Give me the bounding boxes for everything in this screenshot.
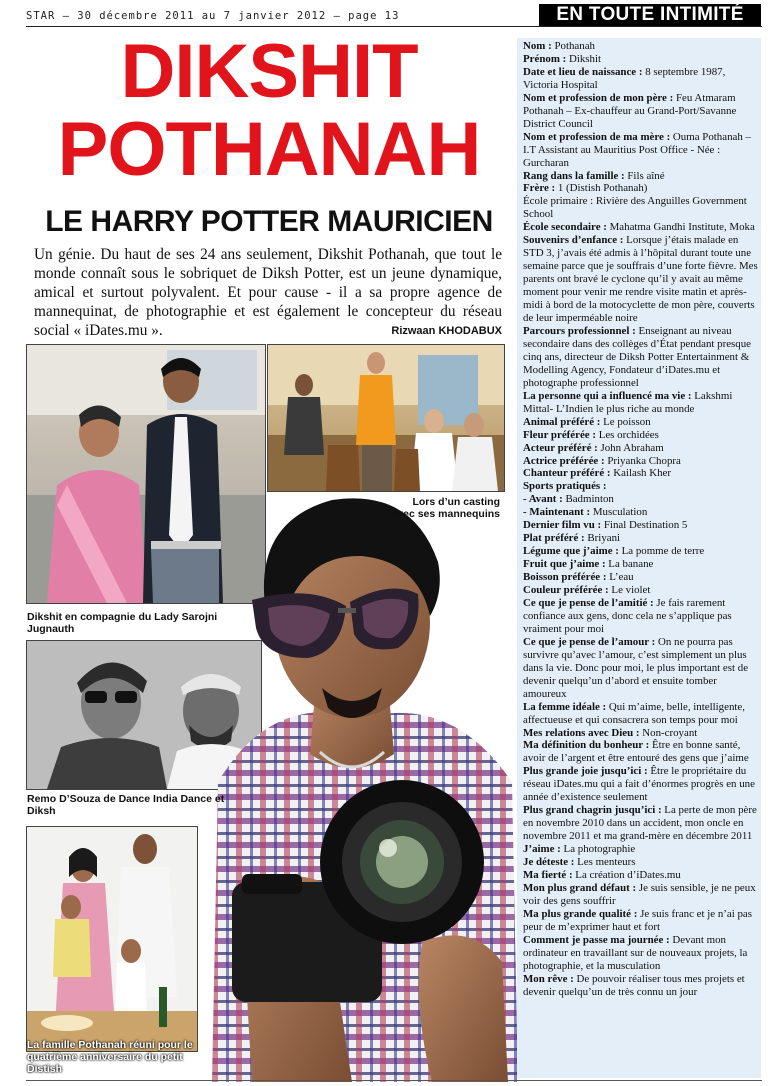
profile-fact — [523, 170, 759, 183]
profile-fact — [523, 390, 759, 416]
profile-fact — [523, 66, 759, 92]
profile-fact-label: Sports pratiqués : — [523, 480, 607, 493]
profile-fact — [523, 701, 759, 727]
profile-fact-value: Lakshmi Mittal- L’Indien le plus riche au monde — [523, 389, 733, 415]
profile-fact — [523, 40, 759, 53]
profile-fact-label: Acteur préféré : — [523, 441, 598, 454]
profile-fact-value: Je suis sensible, je ne peux voir des gens souffrir — [523, 881, 756, 907]
profile-fact-label: Plus grand chagrin jusqu’ici : — [523, 804, 662, 817]
headline-first-name: DIKSHIT — [120, 29, 418, 114]
profile-fact-value: Je suis franc et je n’ai pas peur de m’exprimer haut et fort — [523, 907, 752, 933]
profile-fact-value: 1 (Distish Pothanah) — [555, 182, 648, 195]
profile-fact-value: Les orchidées — [595, 428, 659, 441]
profile-fact-value: La pomme de terre — [618, 545, 705, 558]
profile-fact-label: Boisson préférée : — [523, 571, 607, 584]
profile-fact-value: La banane — [605, 558, 654, 571]
profile-fact-label: Chanteur préféré : — [523, 467, 611, 480]
profile-fact-label: Plus grande joie jusqu’ici : — [523, 765, 648, 778]
profile-fact — [523, 92, 759, 131]
profile-fact-value: Non-croyant — [639, 726, 698, 739]
article-author: Rizwaan KHODABUX — [391, 325, 502, 337]
profile-fact — [523, 843, 759, 856]
caption-photo-casting: Lors d’un casting avec ses mannequins — [391, 496, 500, 520]
profile-fact — [523, 506, 759, 519]
profile-fact — [523, 234, 759, 325]
profile-fact — [523, 739, 759, 765]
photo-illustration-2 — [268, 345, 504, 491]
profile-facts-list — [523, 40, 759, 999]
profile-fact — [523, 53, 759, 66]
profile-fact-value: Fils aîné — [624, 169, 665, 182]
profile-fact-label: Rang dans la famille : — [523, 169, 625, 182]
profile-fact-label: Nom et profession de mon père : — [523, 91, 674, 104]
profile-fact-value: Feu Atmaram Pothanah – Ex-chauffeur au Grand-Port/Savanne District Council — [523, 91, 737, 130]
profile-fact — [523, 455, 759, 468]
article-subtitle: LE HARRY POTTER MAURICIEN — [45, 205, 493, 238]
photo-main-portrait — [212, 482, 518, 1082]
caption-photo-remo-dsouza: Remo D’Souza de Dance India Dance et Diksh — [27, 793, 225, 817]
profile-fact-label: Date et lieu de naissance : — [523, 65, 643, 78]
profile-fact-value: Je fais rarement confiance aux gens, donc cela ne s’applique pas vraiment pour moi — [523, 596, 732, 635]
profile-fact — [523, 493, 759, 506]
profile-fact-value: Les menteurs — [574, 856, 636, 869]
profile-fact — [523, 584, 759, 597]
profile-fact-label: La femme idéale : — [523, 700, 607, 713]
article-intro: Un génie. Du haut de ses 24 ans seulement, Dikshit Pothanah, que tout le monde connaît sous le sobriquet de Diksh Potter, est un jeune dynamique, amical et surtout polyvalent. Et pour cause - il a sa propre agence de mannequinat, de photographie et est également le concepteur du réseau social « iDates.mu ». — [34, 246, 502, 339]
profile-fact-label: Nom et profession de ma mère : — [523, 130, 671, 143]
profile-fact-value: Dikshit — [566, 52, 602, 65]
profile-fact-value: Musculation — [590, 506, 648, 519]
profile-fact-label: Actrice préférée : — [523, 454, 605, 467]
profile-fact-label: Légume que j’aime : — [523, 545, 619, 558]
profile-fact — [523, 882, 759, 908]
profile-fact-value: Lorsque j’étais malade en STD 3, j’avais été admis à l’hôpital durant toute une semaine parce que je souffrais d’une forte fièvre. Mes parents ont bravé le cyclone qu’il y avait au même moment pour venir me rendre visite matin et après-midi à bord de la motocyclette de mon père, couverts de leur imperméable noire — [523, 234, 758, 325]
profile-fact — [523, 727, 759, 740]
profile-fact-label: Ce que je pense de l’amour : — [523, 635, 656, 648]
profile-fact — [523, 442, 759, 455]
profile-fact-value: 8 septembre 1987, Victoria Hospital — [523, 65, 726, 91]
profile-fact-value: La perte de mon père en novembre 2010 dans un accident, mon oncle en novembre 2011 et ma grand-mère en décembre 2011 — [523, 804, 757, 843]
profile-fact — [523, 765, 759, 804]
profile-fact-label: Parcours professionnel : — [523, 324, 636, 337]
profile-fact-label: Ma définition du bonheur : — [523, 739, 650, 752]
profile-fact-label: Fruit que j’aime : — [523, 558, 606, 571]
caption-photo-lady-jugnauth: Dikshit en compagnie du Lady Sarojni Jugnauth — [27, 611, 218, 635]
profile-fact — [523, 558, 759, 571]
profile-fact-label: Plat préféré : — [523, 532, 585, 545]
profile-fact-value: Ouma Pothanah – I.T Assistant au Mauritius Post Office - Née : Gurcharan — [523, 130, 751, 169]
profile-fact-label: Ma fierté : — [523, 869, 573, 881]
profile-fact-label: Comment je passe ma journée : — [523, 933, 670, 946]
profile-fact-value: Kailash Kher — [610, 467, 671, 480]
profile-fact-value: Enseignant au niveau secondaire dans des collèges d’État pendant presque cinq ans, directeur de Diksh Potter Entertainment & Modelling Agency, Fondateur d’iDates.mu et photographe professionnel — [523, 324, 752, 389]
profile-fact-label: Fleur préférée : — [523, 428, 596, 441]
profile-fact — [523, 934, 759, 973]
profile-fact-value: Badminton — [562, 493, 614, 506]
profile-fact-label: Frère : — [523, 182, 556, 195]
profile-fact-value: Pothanah — [551, 40, 595, 52]
profile-fact — [523, 597, 759, 636]
profile-fact — [523, 182, 759, 195]
profile-fact-label: J’aime : — [523, 843, 561, 856]
photo-illustration-4 — [27, 827, 197, 1051]
headline-last-name: POTHANAH — [57, 107, 481, 192]
profile-fact-label: Mon rêve : — [523, 972, 574, 985]
profile-fact — [523, 519, 759, 532]
profile-fact-value: L’eau — [606, 571, 634, 584]
profile-fact-label: Nom : — [523, 40, 552, 52]
footer-divider — [26, 1080, 762, 1081]
profile-fact-label: Couleur préférée : — [523, 584, 609, 597]
profile-fact-value: Mahatma Gandhi Institute, Moka — [606, 221, 755, 234]
profile-fact-label: Ma plus grande qualité : — [523, 907, 638, 920]
profile-fact-value: John Abraham — [597, 441, 664, 454]
profile-fact — [523, 416, 759, 429]
profile-fact — [523, 545, 759, 558]
profile-fact-label: La personne qui a influencé ma vie : — [523, 389, 692, 402]
profile-fact-label: Souvenirs d’enfance : — [523, 234, 624, 247]
profile-fact-value: Final Destination 5 — [601, 519, 688, 532]
profile-fact — [523, 429, 759, 442]
profile-fact-value: Qui m’aime, belle, intelligente, affectueuse et qui consacrera son temps pour moi — [523, 700, 745, 726]
profile-fact-value: Briyani — [584, 532, 621, 545]
photo-family-birthday — [26, 826, 198, 1052]
page-header-date: STAR – 30 décembre 2011 au 7 janvier 2012 – page 13 — [26, 10, 400, 22]
profile-fact — [523, 195, 759, 221]
profile-fact-label: Ce que je pense de l’amitié : — [523, 596, 654, 609]
profile-fact-label: Mes relations avec Dieu : — [523, 726, 640, 739]
profile-fact-value: La photographie — [560, 843, 636, 856]
profile-fact-value: École primaire : Rivière des Anguilles Government School — [523, 195, 747, 221]
profile-fact-value: Être en bonne santé, avoir de l’argent et être entouré des gens que j’aime — [523, 739, 749, 765]
profile-fact-value: On ne pourra pas survivre qu’avec l’amour, c’est simplement un plus dans la vie. Donc pour moi, le plus important est de devenir quelqu’un d’abord et ensuite tomber amoureux — [523, 635, 749, 700]
profile-fact — [523, 636, 759, 701]
profile-fact — [523, 325, 759, 390]
photo-illustration-main — [212, 482, 518, 1082]
profile-fact-label: Je déteste : — [523, 856, 575, 869]
photo-casting — [267, 344, 505, 492]
profile-fact-label: Animal préféré : — [523, 415, 601, 428]
profile-fact — [523, 973, 759, 999]
profile-fact — [523, 221, 759, 234]
profile-fact-value: La création d’iDates.mu — [572, 869, 681, 881]
profile-fact — [523, 532, 759, 545]
profile-fact-value: Être le propriétaire du réseau iDates.mu qui a fait d’énormes progrès en une année d’existence seulement — [523, 765, 755, 804]
profile-fact — [523, 131, 759, 170]
profile-fact-label: Dernier film vu : — [523, 519, 602, 532]
header-divider — [26, 26, 762, 27]
profile-fact — [523, 480, 759, 493]
section-banner: EN TOUTE INTIMITÉ — [539, 4, 761, 26]
profile-fact-value: Le poisson — [600, 415, 651, 428]
profile-fact — [523, 869, 759, 882]
caption-photo-family: La famille Pothanah réuni pour le quatrième anniversaire du petit Distish — [27, 1039, 193, 1075]
profile-fact-value: Devant mon ordinateur en travaillant sur de nouveaux projets, la photographie, et la musculation — [523, 933, 748, 972]
profile-fact-label: École secondaire : — [523, 221, 607, 234]
profile-fact-label: - Maintenant : — [523, 506, 591, 519]
profile-fact — [523, 571, 759, 584]
profile-fact — [523, 908, 759, 934]
profile-fact-label: - Avant : — [523, 493, 563, 506]
profile-fact — [523, 804, 759, 843]
profile-fact — [523, 856, 759, 869]
profile-fact-label: Mon plus grand défaut : — [523, 881, 637, 894]
profile-fact-value: Le violet — [608, 584, 651, 597]
profile-fact-label: Prénom : — [523, 52, 567, 65]
profile-fact-value: De pouvoir réaliser tous mes projets et devenir quelqu’un de très connu un jour — [523, 972, 745, 998]
profile-fact-value: Priyanka Chopra — [604, 454, 681, 467]
profile-fact — [523, 467, 759, 480]
